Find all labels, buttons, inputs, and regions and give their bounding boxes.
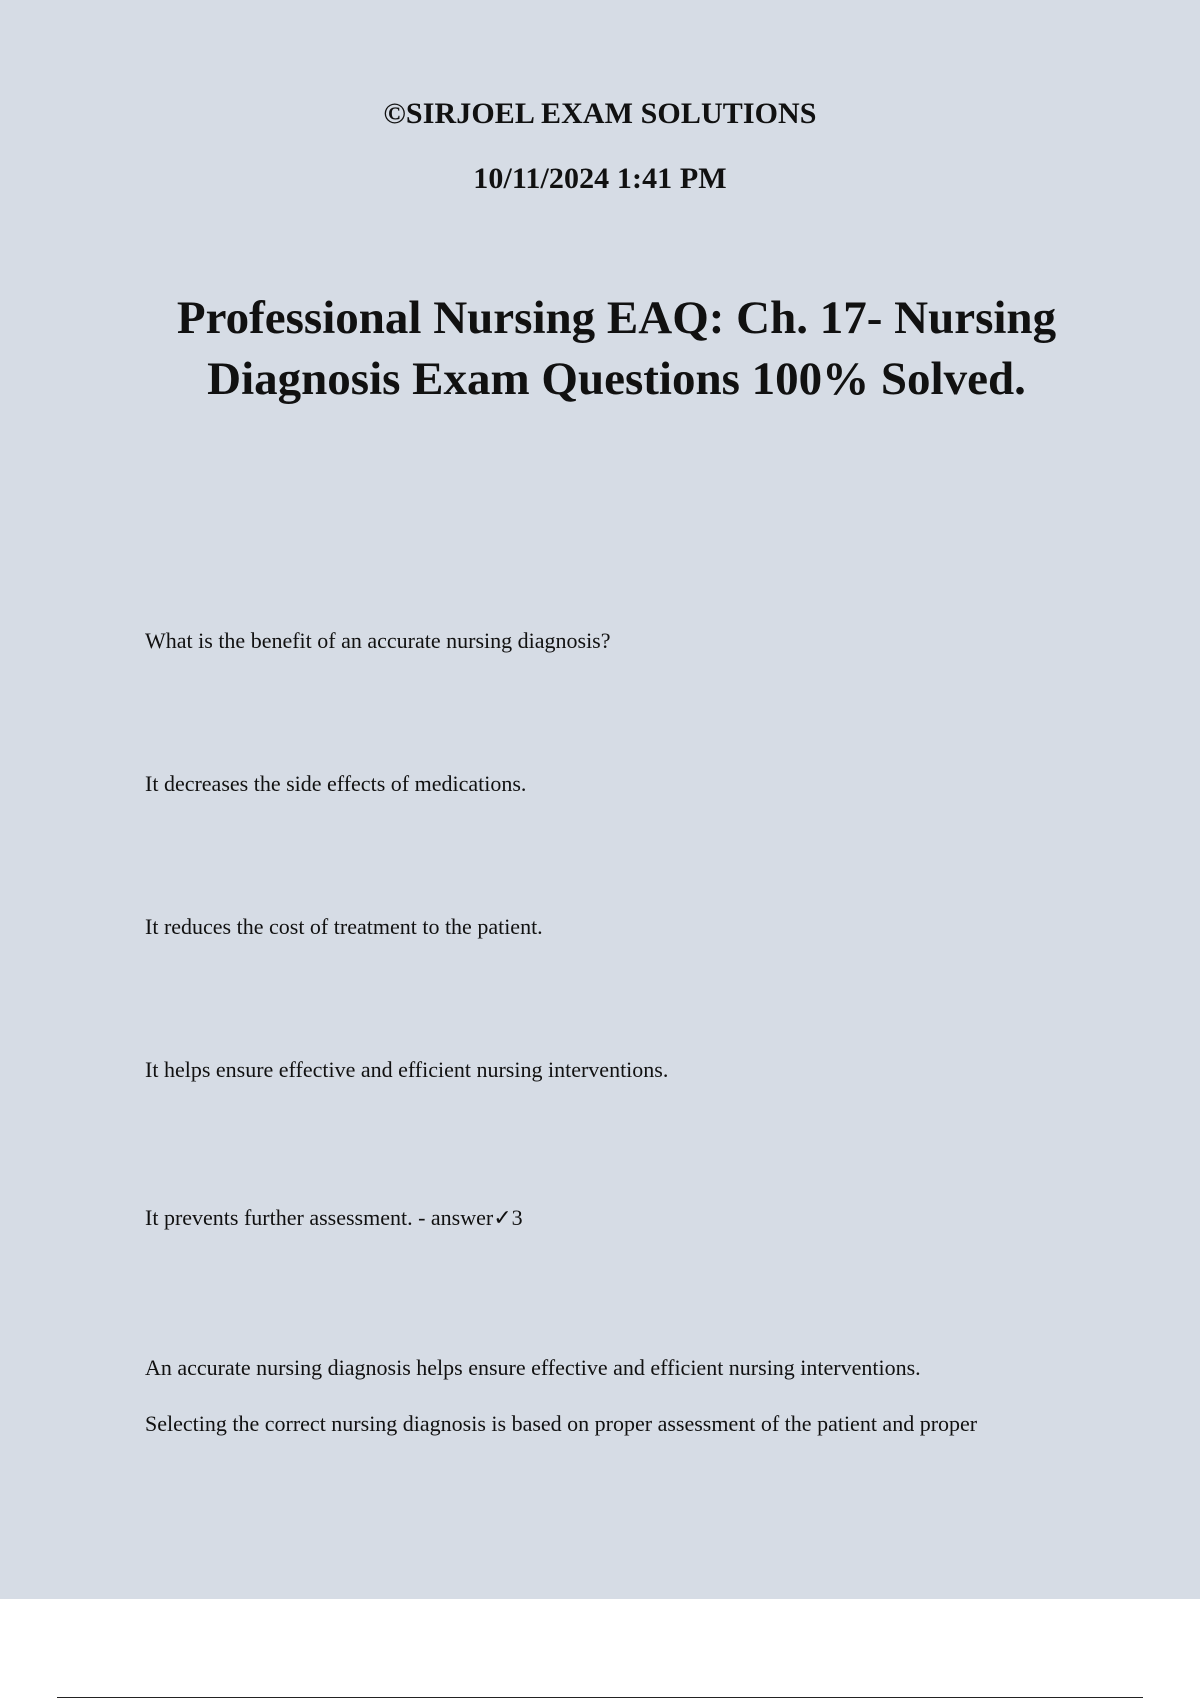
- document-title: Professional Nursing EAQ: Ch. 17- Nursing Diagnosis Exam Questions 100% Solved.: [176, 292, 1057, 405]
- explanation-line-1: An accurate nursing diagnosis helps ensure effective and efficient nursing interventions.: [145, 1355, 921, 1380]
- explanation-line-2: Selecting the correct nursing diagnosis is based on proper assessment of the patient and proper: [145, 1411, 978, 1436]
- answer-option-4: It prevents further assessment. - answer✓3: [145, 1205, 523, 1230]
- header-datetime: 10/11/2024 1:41 PM: [473, 162, 727, 195]
- answer-option-2: It reduces the cost of treatment to the patient.: [145, 914, 543, 939]
- question-text: What is the benefit of an accurate nursing diagnosis?: [145, 628, 611, 653]
- brand-header: ©SIRJOEL EXAM SOLUTIONS: [383, 97, 817, 130]
- answer-option-3: It helps ensure effective and efficient nursing interventions.: [145, 1057, 669, 1082]
- answer-option-1: It decreases the side effects of medications.: [145, 771, 527, 796]
- footer-divider: [57, 1697, 1143, 1698]
